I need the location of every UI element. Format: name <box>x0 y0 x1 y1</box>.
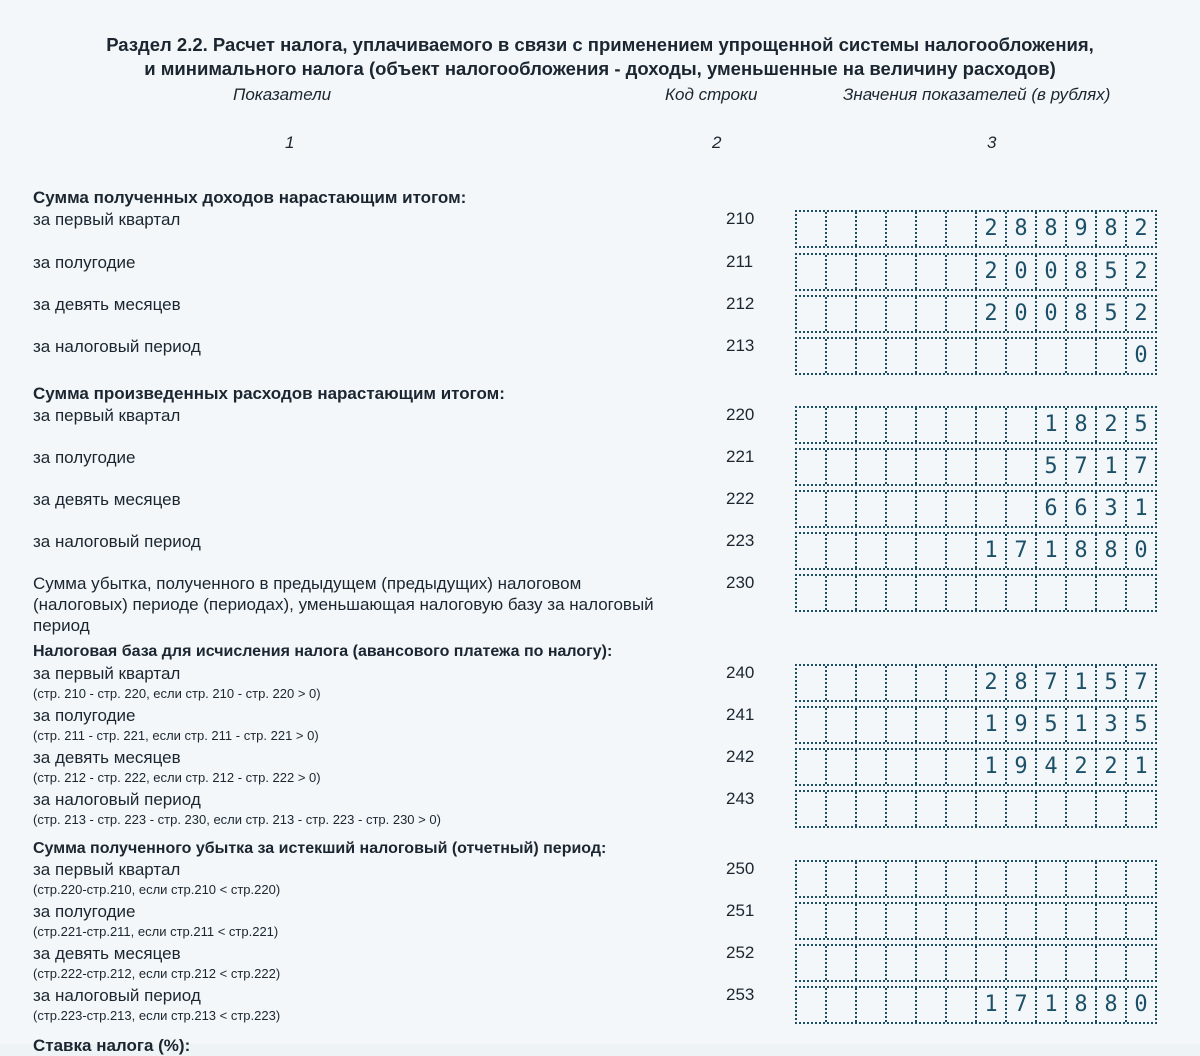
digit-cell[interactable] <box>885 408 915 442</box>
digit-cell[interactable] <box>855 904 885 938</box>
digit-cell[interactable]: 8 <box>1065 297 1095 331</box>
digit-cell[interactable] <box>797 450 825 484</box>
digit-cell[interactable] <box>797 666 825 700</box>
digit-cell[interactable] <box>885 862 915 896</box>
digit-cell[interactable]: 5 <box>1125 408 1155 442</box>
row-label-text: за полугодие <box>33 902 136 921</box>
digit-cell[interactable] <box>915 255 945 289</box>
digit-cell[interactable]: 5 <box>1035 708 1065 742</box>
row-code: 211 <box>726 252 754 271</box>
digit-cell[interactable]: 8 <box>1065 534 1095 568</box>
digit-cell[interactable]: 7 <box>1065 450 1095 484</box>
row-label <box>33 294 673 315</box>
row-code: 223 <box>726 531 755 550</box>
row-label-text: за налоговый период <box>33 790 201 809</box>
digit-cell[interactable] <box>915 666 945 700</box>
digit-cell[interactable] <box>797 862 825 896</box>
digit-cell[interactable] <box>825 576 855 610</box>
digit-cell[interactable] <box>915 750 945 784</box>
digit-cell[interactable] <box>1005 946 1035 980</box>
row-label-text: за налоговый период <box>33 532 201 551</box>
digit-cell[interactable] <box>915 450 945 484</box>
digit-cell[interactable] <box>945 708 975 742</box>
row-label-text: Сумма убытка, полученного в предыдущем (предыдущих) налоговом (налоговых) периоде (периодах), уменьшающая налоговую базу за налоговый период <box>33 574 654 635</box>
value-field-223[interactable] <box>795 532 1157 570</box>
row-code: 253 <box>726 985 755 1004</box>
digit-cell[interactable]: 8 <box>1035 212 1065 246</box>
row-formula: (стр.222-стр.212, если стр.212 < стр.222) <box>33 966 281 981</box>
digit-cell[interactable]: 6 <box>1035 492 1065 526</box>
digit-cell[interactable]: 2 <box>975 297 1005 331</box>
digit-cell[interactable] <box>945 904 975 938</box>
value-field-211[interactable] <box>795 253 1157 291</box>
digit-cell[interactable] <box>915 904 945 938</box>
digit-cell[interactable] <box>825 904 855 938</box>
digit-cell[interactable]: 2 <box>1095 408 1125 442</box>
digit-cell[interactable] <box>885 904 915 938</box>
value-field-253[interactable] <box>795 986 1157 1024</box>
digit-cell[interactable] <box>945 988 975 1022</box>
digit-cell[interactable] <box>1095 576 1125 610</box>
value-field-250[interactable] <box>795 860 1157 898</box>
digit-cell[interactable]: 6 <box>1065 492 1095 526</box>
row-formula: (стр. 210 - стр. 220, если стр. 210 - стр. 220 > 0) <box>33 686 321 701</box>
digit-cell[interactable]: 7 <box>1125 450 1155 484</box>
digit-cell[interactable]: 7 <box>1005 534 1035 568</box>
digit-cell[interactable]: 2 <box>1065 750 1095 784</box>
digit-cell[interactable]: 0 <box>1125 988 1155 1022</box>
digit-cell[interactable] <box>975 576 1005 610</box>
digit-cell[interactable] <box>855 862 885 896</box>
digit-cell[interactable] <box>975 946 1005 980</box>
digit-cell[interactable] <box>915 492 945 526</box>
digit-cell[interactable] <box>975 904 1005 938</box>
digit-cell[interactable]: 1 <box>1035 534 1065 568</box>
digit-cell[interactable] <box>797 212 825 246</box>
digit-cell[interactable] <box>797 708 825 742</box>
digit-cell[interactable]: 8 <box>1005 666 1035 700</box>
digit-cell[interactable]: 5 <box>1095 666 1125 700</box>
digit-cell[interactable] <box>975 450 1005 484</box>
digit-cell[interactable] <box>915 708 945 742</box>
digit-cell[interactable]: 8 <box>1005 212 1035 246</box>
digit-cell[interactable] <box>855 297 885 331</box>
digit-cell[interactable] <box>945 666 975 700</box>
digit-cell[interactable] <box>885 212 915 246</box>
row-label-text: за первый квартал <box>33 406 181 425</box>
value-field-241[interactable] <box>795 706 1157 744</box>
digit-cell[interactable] <box>825 255 855 289</box>
digit-cell[interactable] <box>885 576 915 610</box>
digit-cell[interactable] <box>945 297 975 331</box>
digit-cell[interactable] <box>885 450 915 484</box>
digit-cell[interactable] <box>825 792 855 826</box>
digit-cell[interactable] <box>945 946 975 980</box>
row-formula: (стр. 211 - стр. 221, если стр. 211 - стр. 221 > 0) <box>33 728 319 743</box>
digit-cell[interactable] <box>885 792 915 826</box>
digit-cell[interactable] <box>945 750 975 784</box>
digit-cell[interactable]: 1 <box>975 988 1005 1022</box>
digit-cell[interactable] <box>915 792 945 826</box>
digit-cell[interactable] <box>1065 862 1095 896</box>
digit-cell[interactable]: 1 <box>1065 708 1095 742</box>
section-title-line1: Раздел 2.2. Расчет налога, уплачиваемого в связи с применением упрощенной системы налогообложения, <box>106 34 1094 55</box>
digit-cell[interactable] <box>855 212 885 246</box>
digit-cell[interactable] <box>945 792 975 826</box>
digit-cell[interactable] <box>945 450 975 484</box>
digit-cell[interactable] <box>915 946 945 980</box>
digit-cell[interactable] <box>885 492 915 526</box>
digit-cell[interactable] <box>945 255 975 289</box>
row-label-text: за девять месяцев <box>33 490 181 509</box>
digit-cell[interactable] <box>855 988 885 1022</box>
digit-cell[interactable]: 5 <box>1095 297 1125 331</box>
digit-cell[interactable] <box>825 988 855 1022</box>
digit-cell[interactable] <box>885 708 915 742</box>
value-field-242[interactable] <box>795 748 1157 786</box>
digit-cell[interactable]: 1 <box>1035 408 1065 442</box>
row-label-text: за первый квартал <box>33 210 181 229</box>
digit-cell[interactable]: 7 <box>1035 666 1065 700</box>
value-field-221[interactable] <box>795 448 1157 486</box>
digit-cell[interactable] <box>945 408 975 442</box>
row-code: 250 <box>726 859 755 878</box>
row-label-text: за первый квартал <box>33 860 181 879</box>
digit-cell[interactable]: 8 <box>1095 212 1125 246</box>
row-formula: (стр.220-стр.210, если стр.210 < стр.220) <box>33 882 281 897</box>
row-label-text: за девять месяцев <box>33 944 181 963</box>
digit-cell[interactable]: 9 <box>1065 212 1095 246</box>
row-label-text: за первый квартал <box>33 664 181 683</box>
value-field-243[interactable] <box>795 790 1157 828</box>
row-label-text: за полугодие <box>33 253 136 272</box>
digit-cell[interactable]: 8 <box>1065 408 1095 442</box>
digit-cell[interactable] <box>1095 339 1125 373</box>
digit-cell[interactable] <box>855 576 885 610</box>
row-label <box>33 209 673 230</box>
row-code: 230 <box>726 573 755 592</box>
digit-cell[interactable]: 1 <box>1035 988 1065 1022</box>
value-field-220[interactable] <box>795 406 1157 444</box>
digit-cell[interactable]: 1 <box>1095 450 1125 484</box>
row-label <box>33 573 673 636</box>
digit-cell[interactable]: 5 <box>1035 450 1065 484</box>
digit-cell[interactable] <box>885 339 915 373</box>
digit-cell[interactable] <box>797 946 825 980</box>
digit-cell[interactable]: 3 <box>1095 708 1125 742</box>
column-number-2: 2 <box>712 133 722 152</box>
digit-cell[interactable] <box>1095 946 1125 980</box>
row-label-text: за девять месяцев <box>33 295 181 314</box>
digit-cell[interactable] <box>975 862 1005 896</box>
heading-loss: Сумма полученного убытка за истекший налоговый (отчетный) период: <box>33 840 607 857</box>
digit-cell[interactable] <box>915 862 945 896</box>
value-field-222[interactable] <box>795 490 1157 528</box>
digit-cell[interactable]: 0 <box>1005 255 1035 289</box>
digit-cell[interactable] <box>915 297 945 331</box>
row-label <box>33 747 673 788</box>
digit-cell[interactable]: 8 <box>1065 988 1095 1022</box>
digit-cell[interactable] <box>885 946 915 980</box>
digit-cell[interactable]: 0 <box>1035 255 1065 289</box>
digit-cell[interactable] <box>915 408 945 442</box>
row-label-text: за полугодие <box>33 448 136 467</box>
digit-cell[interactable] <box>1035 946 1065 980</box>
row-label <box>33 859 673 900</box>
digit-cell[interactable] <box>825 212 855 246</box>
row-label <box>33 705 673 746</box>
value-field-252[interactable] <box>795 944 1157 982</box>
heading-expenses: Сумма произведенных расходов нарастающим итогом: <box>33 384 505 403</box>
digit-cell[interactable] <box>797 297 825 331</box>
digit-cell[interactable] <box>885 255 915 289</box>
digit-cell[interactable] <box>825 946 855 980</box>
digit-cell[interactable] <box>825 708 855 742</box>
row-formula: (стр. 212 - стр. 222, если стр. 212 - стр. 222 > 0) <box>33 770 321 785</box>
row-code: 212 <box>726 294 755 313</box>
digit-cell[interactable] <box>825 750 855 784</box>
digit-cell[interactable] <box>1035 862 1065 896</box>
digit-cell[interactable] <box>975 792 1005 826</box>
value-field-240[interactable] <box>795 664 1157 702</box>
digit-cell[interactable] <box>855 408 885 442</box>
row-code: 213 <box>726 336 755 355</box>
digit-cell[interactable] <box>885 297 915 331</box>
digit-cell[interactable] <box>1005 339 1035 373</box>
digit-cell[interactable] <box>1125 946 1155 980</box>
digit-cell[interactable] <box>855 450 885 484</box>
digit-cell[interactable] <box>1125 862 1155 896</box>
row-label-text: за налоговый период <box>33 337 201 356</box>
digit-cell[interactable] <box>797 255 825 289</box>
digit-cell[interactable] <box>1005 862 1035 896</box>
digit-cell[interactable] <box>797 904 825 938</box>
digit-cell[interactable]: 5 <box>1095 255 1125 289</box>
row-code: 243 <box>726 789 755 808</box>
digit-cell[interactable]: 0 <box>1125 339 1155 373</box>
row-code: 251 <box>726 901 755 920</box>
digit-cell[interactable] <box>1005 492 1035 526</box>
digit-cell[interactable] <box>1005 792 1035 826</box>
digit-cell[interactable] <box>797 534 825 568</box>
digit-cell[interactable] <box>975 339 1005 373</box>
column-header-indicators: Показатели <box>233 85 332 104</box>
digit-cell[interactable]: 2 <box>1125 255 1155 289</box>
row-label-text: за полугодие <box>33 706 136 725</box>
digit-cell[interactable]: 9 <box>1005 750 1035 784</box>
column-header-code: Код строки <box>665 85 758 104</box>
digit-cell[interactable] <box>915 339 945 373</box>
digit-cell[interactable] <box>855 750 885 784</box>
digit-cell[interactable] <box>797 408 825 442</box>
digit-cell[interactable] <box>797 339 825 373</box>
digit-cell[interactable] <box>915 576 945 610</box>
digit-cell[interactable] <box>1005 408 1035 442</box>
digit-cell[interactable] <box>1095 904 1125 938</box>
row-code: 210 <box>726 209 755 228</box>
digit-cell[interactable] <box>1095 862 1125 896</box>
column-number-1: 1 <box>285 133 295 152</box>
value-field-212[interactable] <box>795 295 1157 333</box>
digit-cell[interactable] <box>825 666 855 700</box>
digit-cell[interactable]: 2 <box>1125 297 1155 331</box>
row-label-text: за девять месяцев <box>33 748 181 767</box>
digit-cell[interactable]: 3 <box>1095 492 1125 526</box>
digit-cell[interactable]: 7 <box>1005 988 1035 1022</box>
row-label <box>33 901 673 942</box>
digit-cell[interactable] <box>855 708 885 742</box>
digit-cell[interactable] <box>975 408 1005 442</box>
tax-rate-heading: Ставка налога (%): <box>33 1036 191 1055</box>
digit-cell[interactable]: 1 <box>1125 492 1155 526</box>
digit-cell[interactable] <box>1005 904 1035 938</box>
digit-cell[interactable]: 2 <box>1125 212 1155 246</box>
row-label <box>33 789 673 830</box>
digit-cell[interactable] <box>945 534 975 568</box>
digit-cell[interactable] <box>825 339 855 373</box>
row-label <box>33 405 673 426</box>
digit-cell[interactable]: 0 <box>1035 297 1065 331</box>
digit-cell[interactable] <box>945 339 975 373</box>
row-code: 221 <box>726 447 755 466</box>
digit-cell[interactable]: 4 <box>1035 750 1065 784</box>
digit-cell[interactable] <box>1005 576 1035 610</box>
digit-cell[interactable] <box>1125 792 1155 826</box>
digit-cell[interactable] <box>945 576 975 610</box>
digit-cell[interactable] <box>797 750 825 784</box>
digit-cell[interactable] <box>885 750 915 784</box>
digit-cell[interactable] <box>915 534 945 568</box>
row-code: 220 <box>726 405 755 424</box>
digit-cell[interactable] <box>1065 792 1095 826</box>
digit-cell[interactable]: 2 <box>975 212 1005 246</box>
digit-cell[interactable]: 8 <box>1095 534 1125 568</box>
digit-cell[interactable]: 1 <box>1065 666 1095 700</box>
row-formula: (стр.221-стр.211, если стр.211 < стр.221) <box>33 924 279 939</box>
row-label <box>33 489 673 510</box>
digit-cell[interactable]: 8 <box>1095 988 1125 1022</box>
digit-cell[interactable] <box>855 534 885 568</box>
digit-cell[interactable] <box>1035 339 1065 373</box>
row-label <box>33 985 673 1026</box>
row-code: 241 <box>726 705 755 724</box>
digit-cell[interactable] <box>945 492 975 526</box>
row-label <box>33 252 673 273</box>
digit-cell[interactable]: 0 <box>1125 534 1155 568</box>
digit-cell[interactable] <box>915 988 945 1022</box>
row-label <box>33 336 673 357</box>
digit-cell[interactable] <box>885 988 915 1022</box>
digit-cell[interactable] <box>1065 576 1095 610</box>
digit-cell[interactable] <box>797 988 825 1022</box>
digit-cell[interactable]: 1 <box>1125 750 1155 784</box>
digit-cell[interactable] <box>825 408 855 442</box>
heading-income: Сумма полученных доходов нарастающим итогом: <box>33 188 467 207</box>
digit-cell[interactable]: 7 <box>1125 666 1155 700</box>
row-code: 252 <box>726 943 755 962</box>
digit-cell[interactable] <box>1125 576 1155 610</box>
digit-cell[interactable] <box>1035 576 1065 610</box>
digit-cell[interactable] <box>1065 339 1095 373</box>
digit-cell[interactable] <box>915 212 945 246</box>
value-field-213[interactable] <box>795 337 1157 375</box>
digit-cell[interactable] <box>1125 904 1155 938</box>
digit-cell[interactable] <box>797 492 825 526</box>
column-number-3: 3 <box>987 133 997 152</box>
digit-cell[interactable] <box>797 576 825 610</box>
digit-cell[interactable] <box>825 862 855 896</box>
digit-cell[interactable] <box>855 339 885 373</box>
digit-cell[interactable]: 1 <box>975 534 1005 568</box>
row-label <box>33 531 673 552</box>
row-label-text: за налоговый период <box>33 986 201 1005</box>
digit-cell[interactable] <box>885 666 915 700</box>
digit-cell[interactable]: 9 <box>1005 708 1035 742</box>
digit-cell[interactable] <box>825 492 855 526</box>
digit-cell[interactable]: 2 <box>975 666 1005 700</box>
row-code: 242 <box>726 747 755 766</box>
digit-cell[interactable] <box>1095 792 1125 826</box>
digit-cell[interactable] <box>1065 946 1095 980</box>
digit-cell[interactable]: 8 <box>1065 255 1095 289</box>
row-label <box>33 447 673 468</box>
section-title-line2: и минимального налога (объект налогообложения - доходы, уменьшенные на величину расходов) <box>144 58 1056 79</box>
digit-cell[interactable] <box>855 255 885 289</box>
digit-cell[interactable]: 5 <box>1125 708 1155 742</box>
digit-cell[interactable] <box>885 534 915 568</box>
heading-tax-base: Налоговая база для исчисления налога (авансового платежа по налогу): <box>33 643 613 660</box>
digit-cell[interactable]: 1 <box>975 708 1005 742</box>
value-field-251[interactable] <box>795 902 1157 940</box>
row-formula: (стр. 213 - стр. 223 - стр. 230, если стр. 213 - стр. 223 - стр. 230 > 0) <box>33 812 441 827</box>
digit-cell[interactable] <box>855 946 885 980</box>
digit-cell[interactable] <box>825 534 855 568</box>
column-header-values: Значения показателей (в рублях) <box>843 85 1111 104</box>
digit-cell[interactable]: 2 <box>975 255 1005 289</box>
digit-cell[interactable] <box>945 862 975 896</box>
digit-cell[interactable] <box>855 492 885 526</box>
row-code: 222 <box>726 489 755 508</box>
value-field-230[interactable] <box>795 574 1157 612</box>
digit-cell[interactable] <box>1005 450 1035 484</box>
digit-cell[interactable] <box>855 792 885 826</box>
digit-cell[interactable]: 2 <box>1095 750 1125 784</box>
digit-cell[interactable] <box>1065 904 1095 938</box>
digit-cell[interactable] <box>797 792 825 826</box>
digit-cell[interactable] <box>825 450 855 484</box>
digit-cell[interactable] <box>825 297 855 331</box>
row-formula: (стр.223-стр.213, если стр.213 < стр.223) <box>33 1008 281 1023</box>
row-code: 240 <box>726 663 755 682</box>
digit-cell[interactable] <box>1035 904 1065 938</box>
row-label <box>33 943 673 984</box>
digit-cell[interactable] <box>1035 792 1065 826</box>
digit-cell[interactable] <box>855 666 885 700</box>
digit-cell[interactable]: 1 <box>975 750 1005 784</box>
digit-cell[interactable]: 0 <box>1005 297 1035 331</box>
row-label <box>33 663 673 704</box>
digit-cell[interactable] <box>975 492 1005 526</box>
value-field-210[interactable] <box>795 210 1157 248</box>
digit-cell[interactable] <box>945 212 975 246</box>
